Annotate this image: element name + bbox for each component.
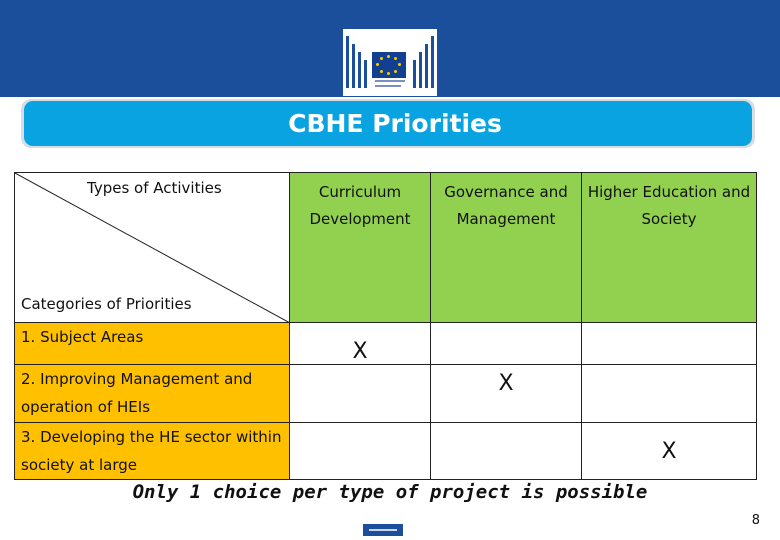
table-cell	[431, 423, 582, 480]
row-label-society: 3. Developing the HE sector within society at large	[15, 423, 290, 480]
column-header-governance: Governance and Management	[431, 173, 582, 323]
logo-building-bar	[358, 52, 361, 88]
table-cell	[582, 323, 757, 365]
logo-building-bar	[364, 60, 367, 88]
table-row	[15, 365, 757, 423]
table-row	[15, 423, 757, 480]
corner-label-categories: Categories of Priorities	[21, 295, 192, 313]
logo-building-bar	[413, 60, 416, 88]
european-commission-logo	[343, 29, 437, 96]
column-header-society: Higher Education and Society	[582, 173, 757, 323]
table-row	[15, 323, 757, 365]
priorities-table	[14, 172, 757, 480]
column-header-curriculum: Curriculum Development	[290, 173, 431, 323]
table-header-row	[15, 173, 757, 323]
table-cell	[290, 365, 431, 423]
row-label-management: 2. Improving Management and operation of HEIs	[15, 365, 290, 423]
table-corner-cell	[15, 173, 290, 323]
table-cell	[582, 365, 757, 423]
logo-building-bar	[425, 44, 428, 88]
logo-wordmark-line	[375, 85, 401, 87]
logo-building-bar	[346, 36, 349, 88]
footnote: Only 1 choice per type of project is possible	[132, 481, 648, 503]
eu-flag-icon	[372, 52, 406, 78]
row-label-subject-areas: 1. Subject Areas	[15, 323, 290, 365]
table-cell	[290, 423, 431, 480]
table-cell: X	[431, 365, 582, 423]
table-cell	[431, 323, 582, 365]
erasmus-plus-logo	[363, 524, 403, 536]
page-title: CBHE Priorities	[288, 109, 502, 138]
table-cell: X	[582, 423, 757, 480]
logo-building-bar	[431, 36, 434, 88]
page-number: 8	[751, 513, 760, 528]
logo-wordmark-line	[375, 80, 405, 82]
corner-label-types: Types of Activities	[87, 179, 222, 197]
table-cell: X	[290, 323, 431, 365]
logo-building-bar	[352, 44, 355, 88]
logo-building-bar	[419, 52, 422, 88]
logo-wordmark-line	[369, 529, 397, 531]
